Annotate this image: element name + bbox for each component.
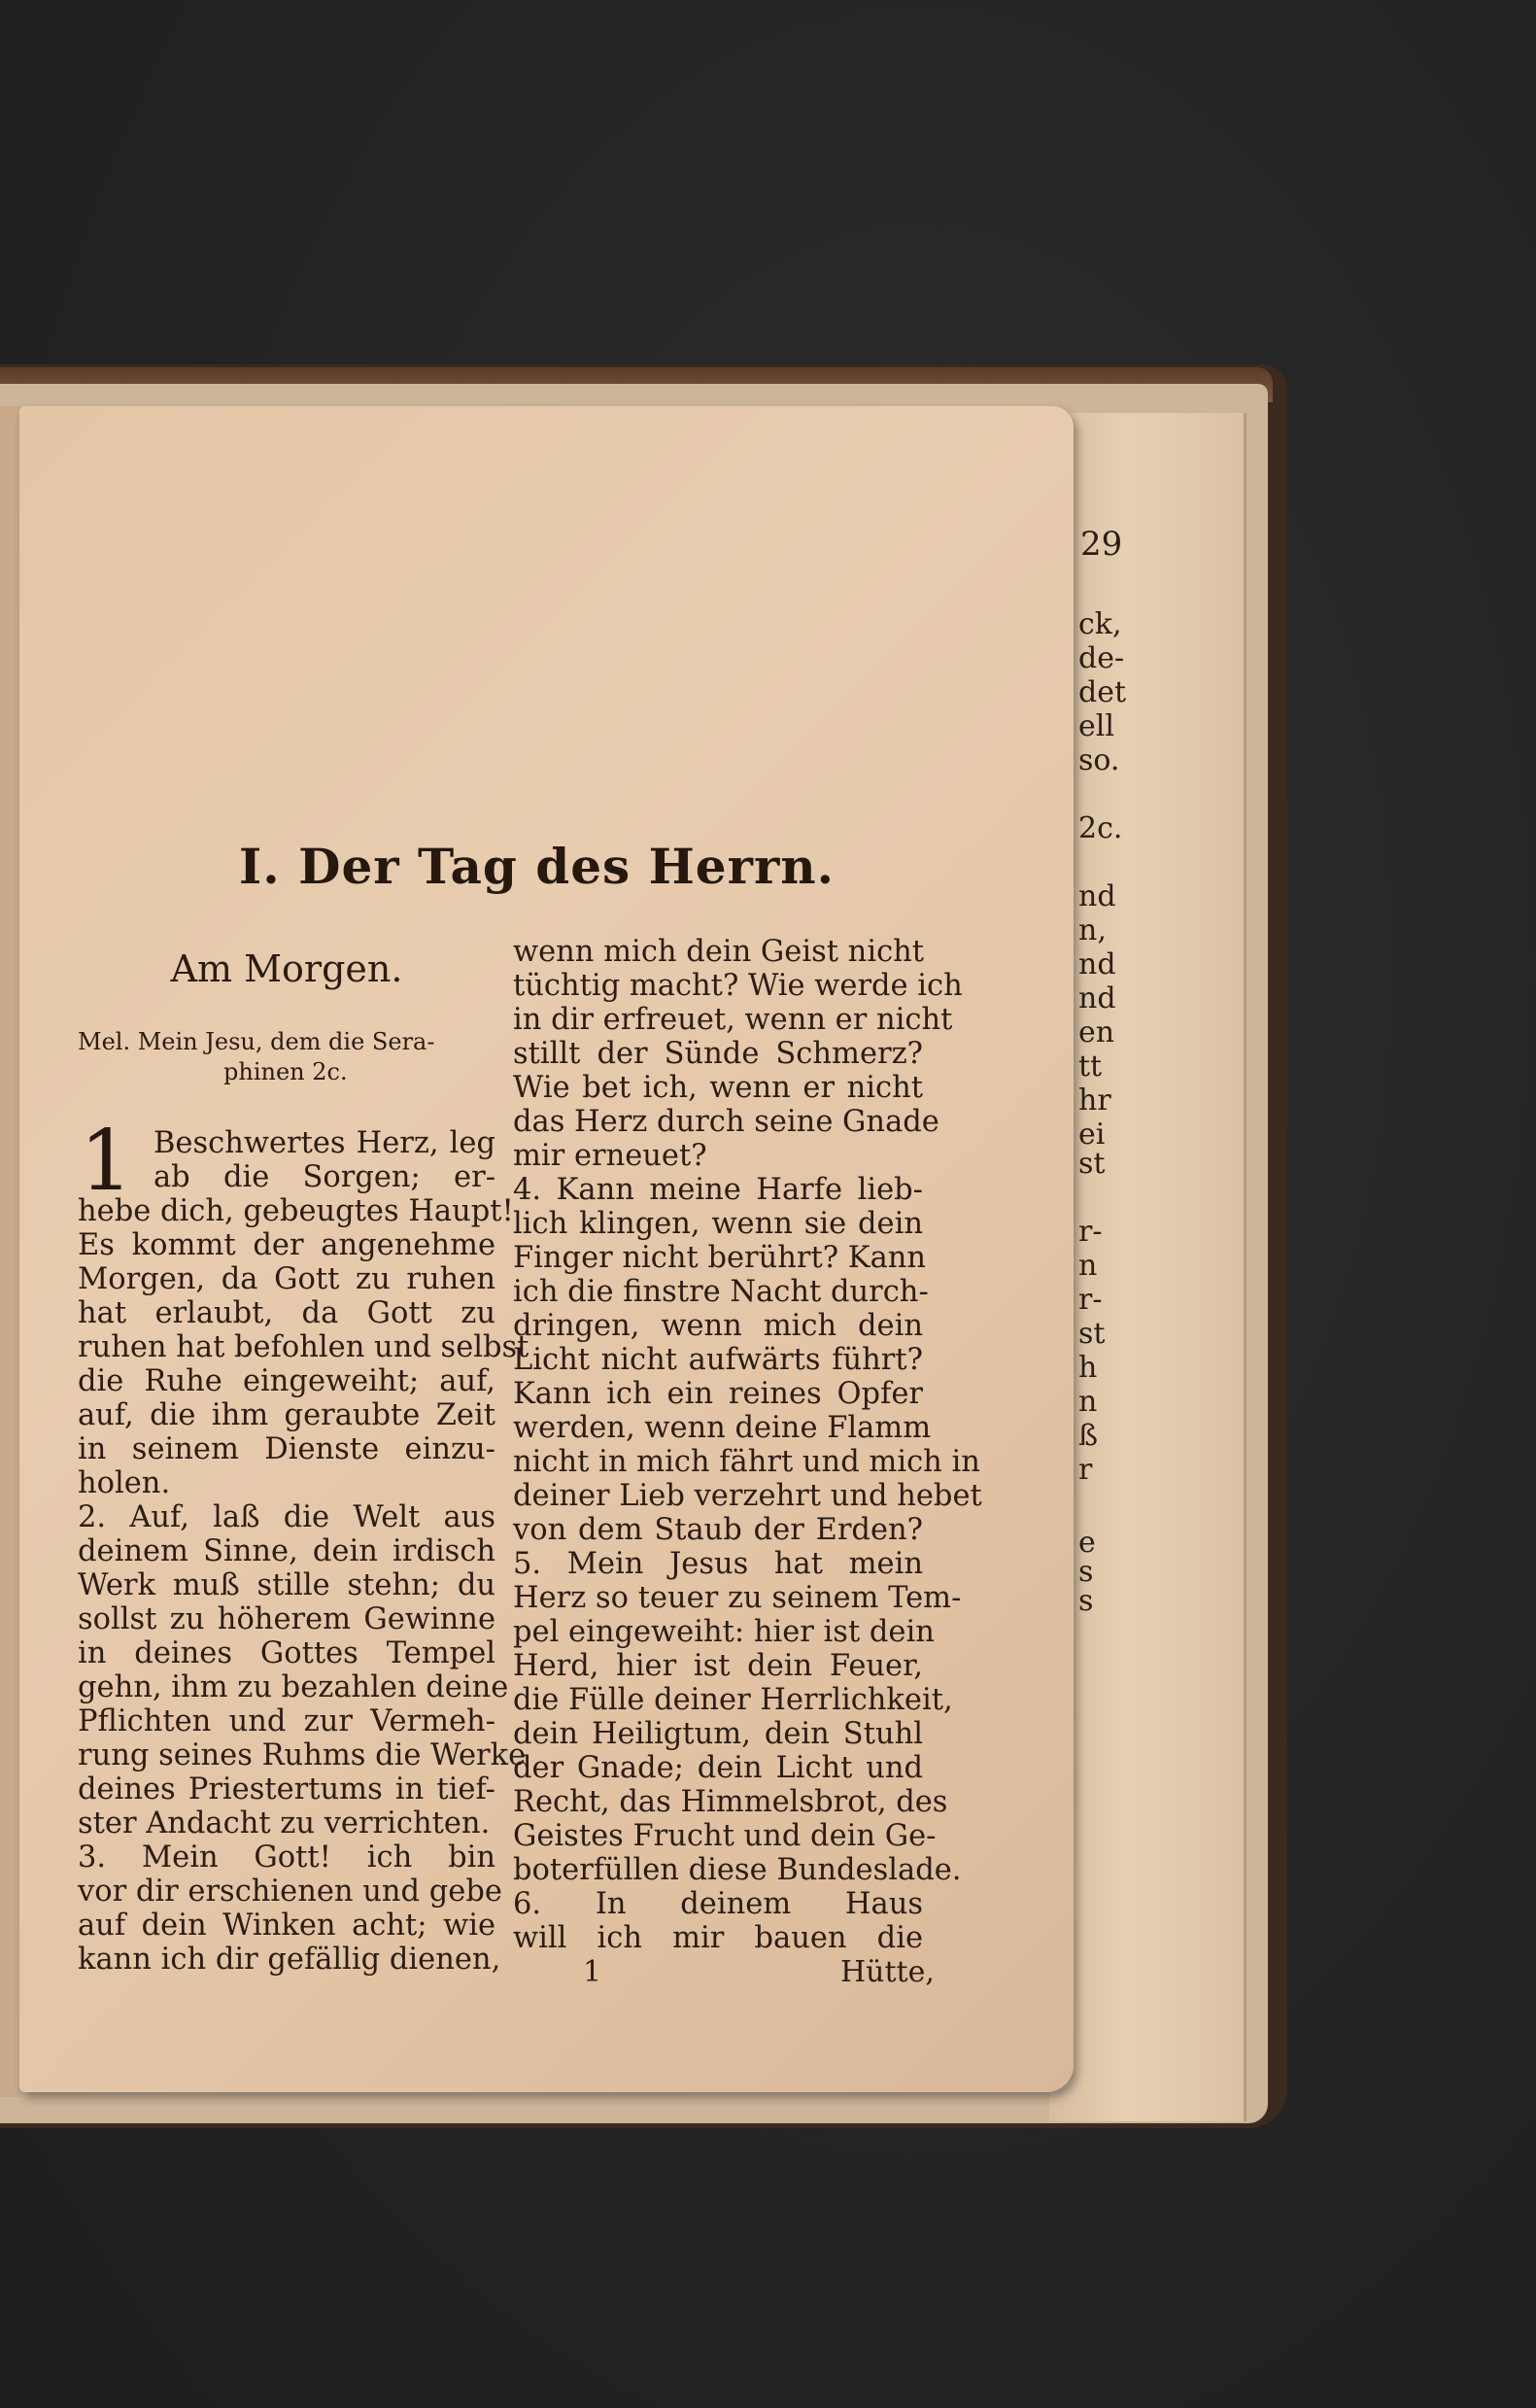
next-page-fragment: s xyxy=(1078,1555,1094,1589)
drop-cap-number: 1 xyxy=(80,1113,133,1210)
previous-page-edge xyxy=(0,406,21,2097)
next-page-fragment: tt xyxy=(1078,1049,1103,1084)
next-page-fragment: n xyxy=(1078,1249,1098,1283)
next-page-fragment: s xyxy=(1078,1584,1094,1618)
next-page-fragment: ß xyxy=(1078,1419,1099,1453)
next-page-fragment: so. xyxy=(1078,743,1120,777)
text-line: von dem Staub der Erden? xyxy=(513,1513,923,1547)
text-line: die Fülle deiner Herrlichkeit, xyxy=(513,1683,953,1717)
next-page-fragment: en xyxy=(1078,1015,1115,1049)
text-line: stillt der Sünde Schmerz? xyxy=(513,1037,923,1071)
text-line: will ich mir bauen die xyxy=(513,1921,923,1955)
text-line: hat erlaubt, da Gott zu xyxy=(78,1296,495,1330)
text-line: rung seines Ruhms die Werke xyxy=(78,1738,527,1772)
next-page-number: 29 xyxy=(1080,525,1123,564)
text-line: wenn mich dein Geist nicht xyxy=(513,935,925,969)
next-page-fragment: r- xyxy=(1078,1283,1103,1317)
next-page-fragment: h xyxy=(1078,1351,1098,1385)
text-line: das Herz durch seine Gnade xyxy=(513,1105,939,1139)
text-line: nicht in mich fährt und mich in xyxy=(513,1445,980,1479)
text-line: 5. Mein Jesus hat mein xyxy=(513,1547,923,1581)
next-page-fragment: hr xyxy=(1078,1084,1111,1118)
next-page-fragment: ck, xyxy=(1078,607,1122,641)
text-line: Morgen, da Gott zu ruhen xyxy=(78,1262,495,1296)
text-line: die Ruhe eingeweiht; auf, xyxy=(78,1364,495,1398)
next-page-fragment: nd xyxy=(1078,981,1116,1015)
text-line: Recht, das Himmelsbrot, des xyxy=(513,1785,948,1819)
next-page-fragment: de- xyxy=(1078,641,1125,675)
text-line: mir erneuet? xyxy=(513,1139,707,1173)
text-line: 6. In deinem Haus xyxy=(513,1887,923,1921)
text-line: Geistes Frucht und dein Ge- xyxy=(513,1819,937,1853)
text-line: vor dir erschienen und gebe xyxy=(78,1875,502,1909)
section-heading: Am Morgen. xyxy=(170,947,403,990)
text-line: deiner Lieb verzehrt und hebet xyxy=(513,1479,982,1513)
page-number: 1 xyxy=(583,1955,602,1989)
text-line: 4. Kann meine Harfe lieb- xyxy=(513,1173,923,1207)
text-line: holen. xyxy=(78,1466,171,1500)
text-line: Licht nicht aufwärts führt? xyxy=(513,1343,923,1377)
text-line: auf dein Winken acht; wie xyxy=(78,1909,495,1943)
melody-note xyxy=(78,1027,495,1087)
right-column xyxy=(513,935,982,1955)
next-page-fragment: ei xyxy=(1078,1118,1106,1152)
text-line: in dir erfreuet, wenn er nicht xyxy=(513,1003,953,1037)
text-line: boterfüllen diese Bundeslade. xyxy=(513,1853,962,1887)
text-line: lich klingen, wenn sie dein xyxy=(513,1207,923,1241)
next-page-fragment: st xyxy=(1078,1147,1106,1181)
text-line: Werk muß stille stehn; du xyxy=(78,1568,495,1602)
next-page-fragment: nd xyxy=(1078,947,1116,981)
next-page-fragment: det xyxy=(1078,675,1127,709)
melody-line: phinen 2c. xyxy=(223,1058,348,1085)
verse-1 xyxy=(78,1113,529,1977)
text-line: 3. Mein Gott! ich bin xyxy=(78,1840,495,1875)
melody-line: Mel. Mein Jesu, dem die Sera- xyxy=(78,1028,435,1055)
catchword: Hütte, xyxy=(840,1955,935,1989)
next-page-fragment: nd xyxy=(1078,879,1116,913)
text-line: 2. Auf, laß die Welt aus xyxy=(78,1500,495,1534)
text-line: Herz so teuer zu seinem Tem- xyxy=(513,1581,962,1615)
text-line: Beschwertes Herz, leg xyxy=(154,1126,495,1160)
text-line: gehn, ihm zu bezahlen deine xyxy=(78,1670,509,1704)
text-line: ab die Sorgen; er- xyxy=(154,1160,495,1194)
text-line: in deines Gottes Tempel xyxy=(78,1636,495,1670)
text-line: hebe dich, gebeugtes Haupt! xyxy=(78,1194,514,1228)
next-page-fragment: ell xyxy=(1078,709,1114,743)
text-line: deines Priestertums in tief- xyxy=(78,1772,495,1806)
left-column xyxy=(78,947,529,1977)
text-line: Kann ich ein reines Opfer xyxy=(513,1377,923,1411)
next-page-fragment: r- xyxy=(1078,1215,1103,1249)
next-page-fragment: 2c. xyxy=(1078,811,1123,845)
text-line: kann ich dir gefällig dienen, xyxy=(78,1943,501,1977)
next-page-fragment: n, xyxy=(1078,913,1107,947)
text-line: Herd, hier ist dein Feuer, xyxy=(513,1649,923,1683)
text-line: werden, wenn deine Flamm xyxy=(513,1411,932,1445)
text-line: Finger nicht berührt? Kann xyxy=(513,1241,927,1275)
text-line: ster Andacht zu verrichten. xyxy=(78,1806,491,1840)
text-line: auf, die ihm geraubte Zeit xyxy=(78,1398,495,1432)
text-line: der Gnade; dein Licht und xyxy=(513,1751,923,1785)
text-line: tüchtig macht? Wie werde ich xyxy=(513,969,963,1003)
text-line: dein Heiligtum, dein Stuhl xyxy=(513,1717,923,1751)
next-page-fragment: r xyxy=(1078,1453,1093,1487)
text-line: pel eingeweiht: hier ist dein xyxy=(513,1615,935,1649)
next-page-fragment: st xyxy=(1078,1317,1106,1351)
text-line: ruhen hat befohlen und selbst xyxy=(78,1330,529,1364)
text-line: deinem Sinne, dein irdisch xyxy=(78,1534,495,1568)
text-line: sollst zu höherem Gewinne xyxy=(78,1602,495,1636)
text-line: ich die finstre Nacht durch- xyxy=(513,1275,929,1309)
chapter-title: I. Der Tag des Herrn. xyxy=(238,838,836,895)
text-line: dringen, wenn mich dein xyxy=(513,1309,923,1343)
next-page-fragment: n xyxy=(1078,1385,1098,1419)
right-column-lines xyxy=(513,935,982,1955)
text-line: Es kommt der angenehme xyxy=(78,1228,495,1262)
text-line: Wie bet ich, wenn er nicht xyxy=(513,1071,923,1105)
text-line: Pflichten und zur Vermeh- xyxy=(78,1704,495,1738)
left-column-lines xyxy=(78,1126,529,1977)
next-page-fragment: e xyxy=(1078,1526,1096,1560)
text-line: in seinem Dienste einzu- xyxy=(78,1432,495,1466)
